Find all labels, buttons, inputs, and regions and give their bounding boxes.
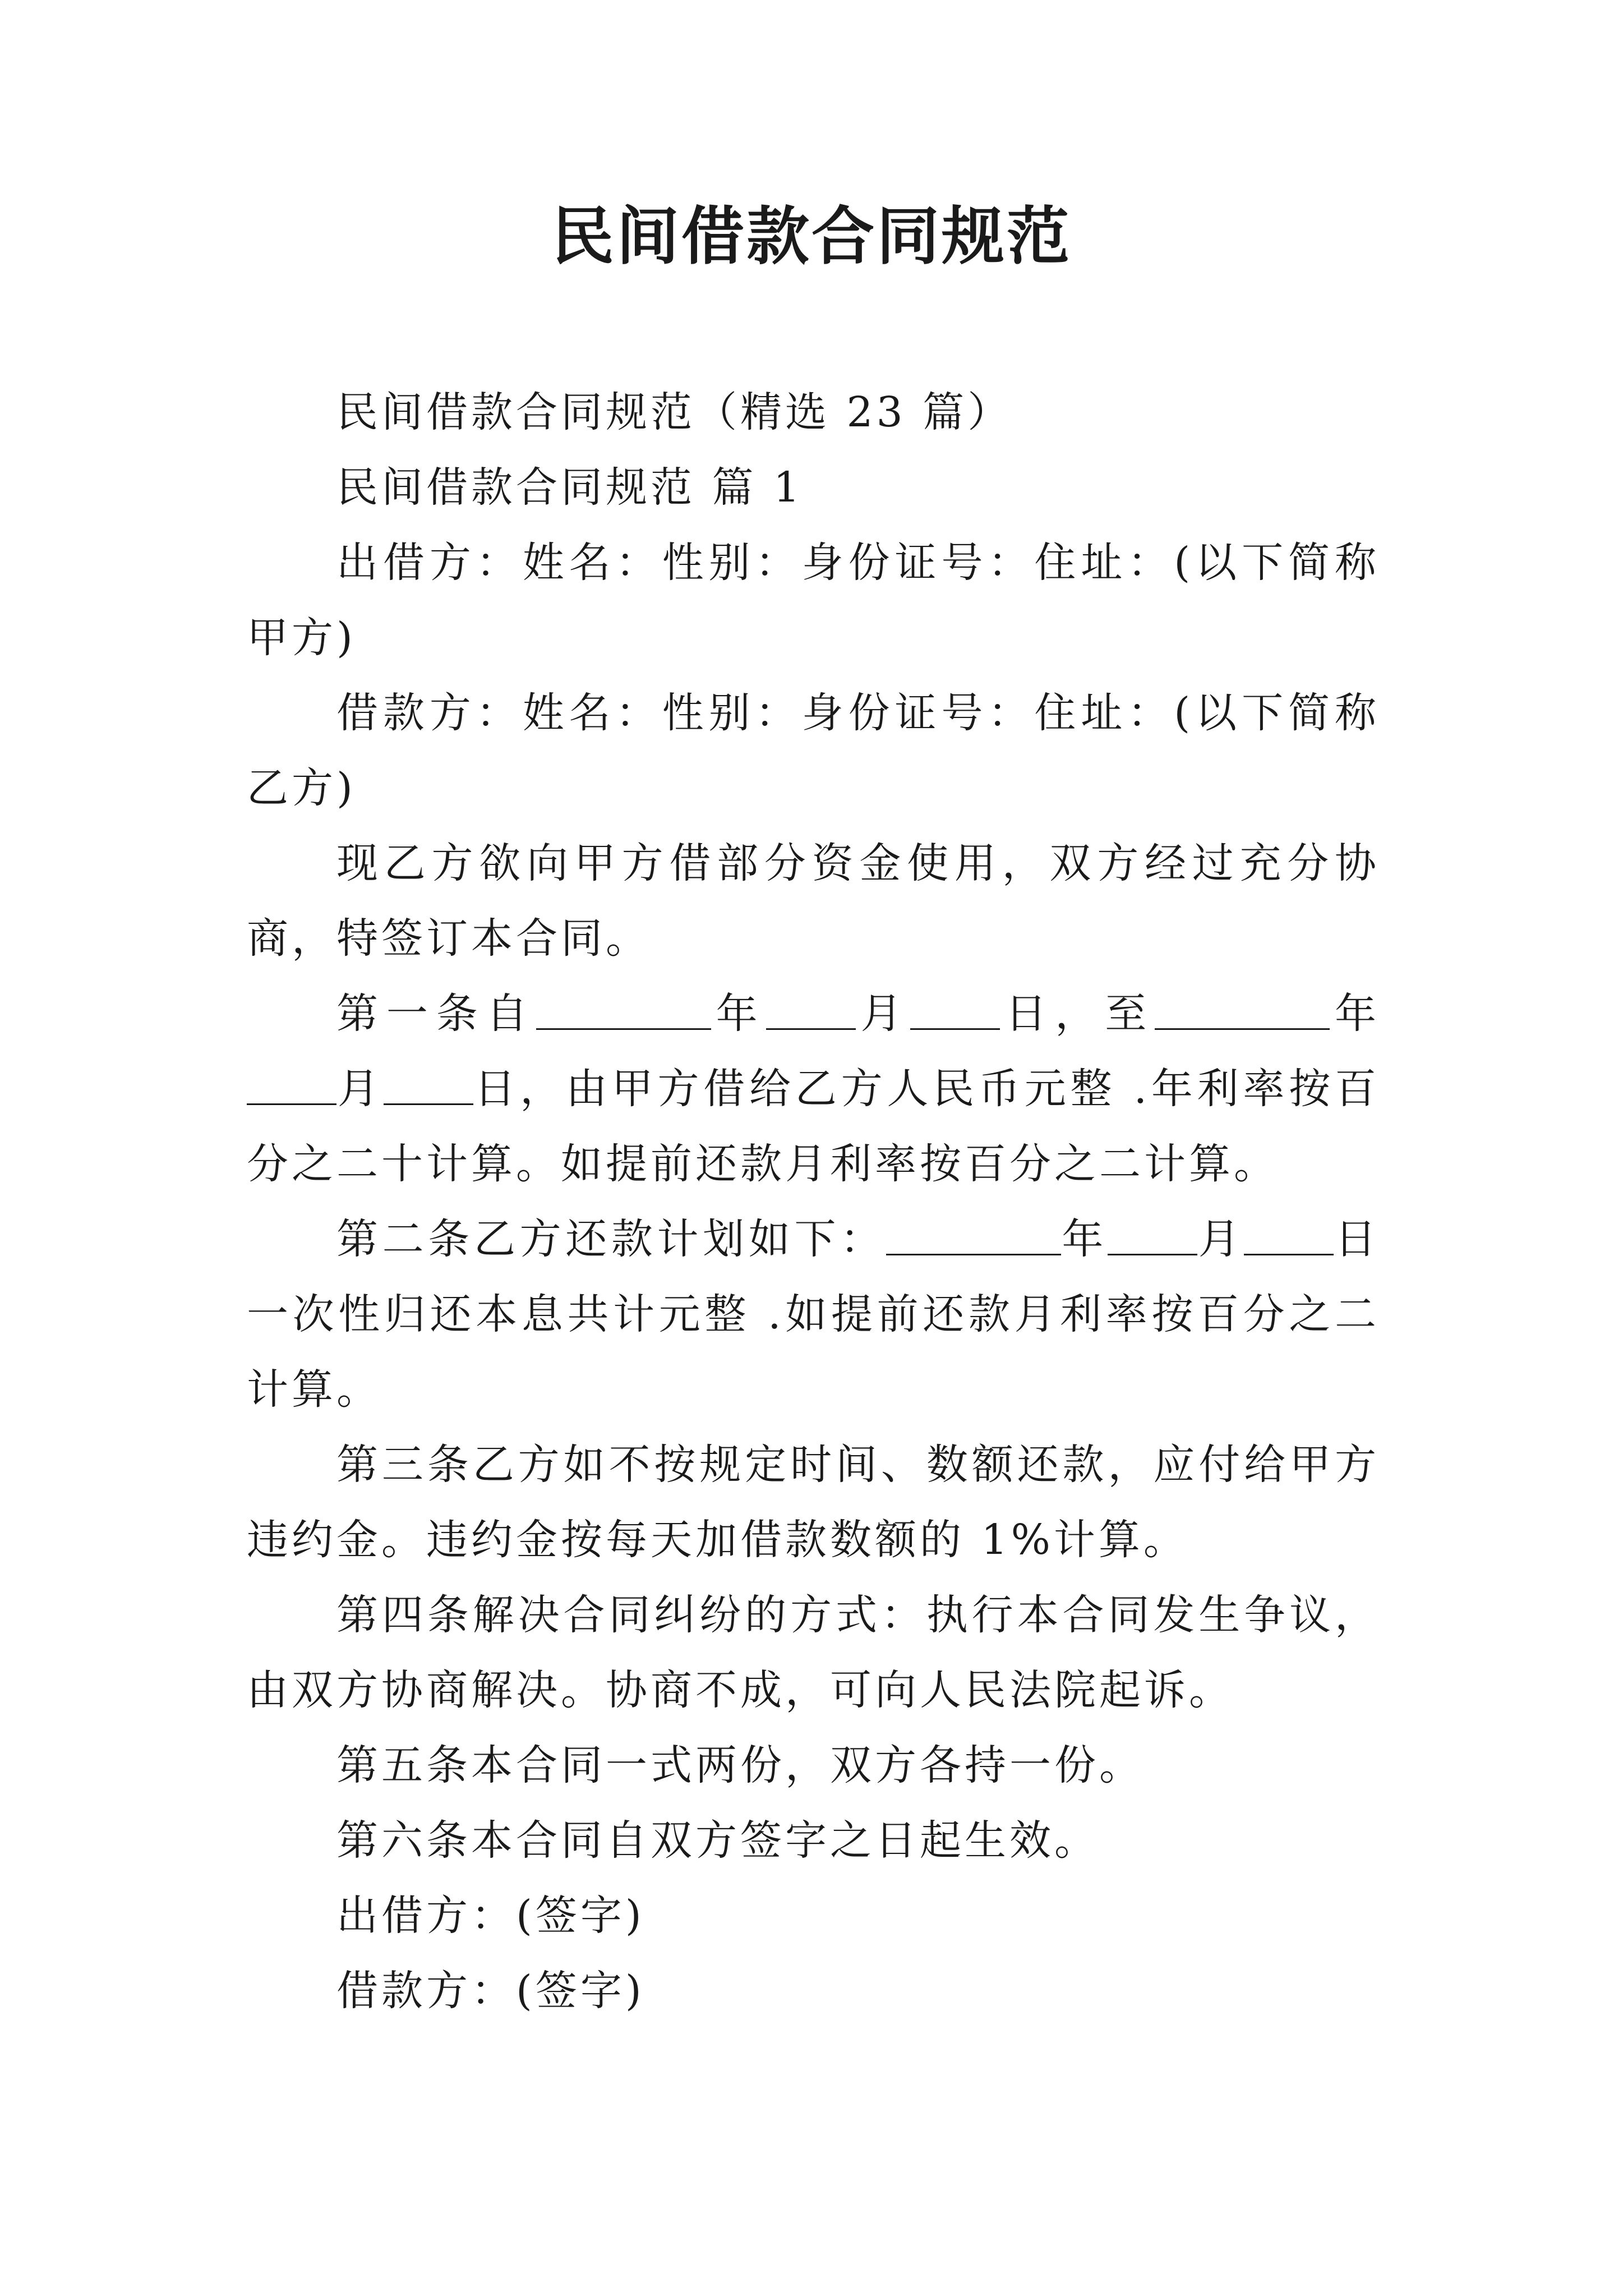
document-title: 民间借款合同规范 <box>551 200 1072 273</box>
borrower-signature: 借款方：(签字) <box>336 1967 645 2015</box>
article-4: 第四条解决合同纠纷的方式：执行本合同发生争议，由双方协商解决。协商不成，可向人民法院起诉。 <box>247 1591 1380 1714</box>
subtitle-line: 民间借款合同规范（精选 23 篇） <box>336 388 1013 436</box>
article-6: 第六条本合同自双方签字之日起生效。 <box>336 1816 1099 1865</box>
blank-line <box>766 995 856 1030</box>
section-heading: 民间借款合同规范 篇 1 <box>336 463 804 512</box>
preamble: 现乙方欲向甲方借部分资金使用，双方经过充分协商，特签订本合同。 <box>247 839 1380 963</box>
article-5: 第五条本合同一式两份，双方各持一份。 <box>336 1741 1144 1789</box>
blank-line <box>536 995 711 1030</box>
blank-line <box>1155 995 1330 1030</box>
article-1: 第一条自 年 月 日，至 年月 日，由甲方借给乙方人民币元整 .年利率按百分之二十计算。如提前还款月利率按百分之二计算。 <box>247 990 1380 1188</box>
blank-line <box>247 1070 336 1105</box>
document-body <box>247 375 1380 2028</box>
article-3: 第三条乙方如不按规定时间、数额还款，应付给甲方违约金。违约金按每天加借款数额的 1%计算。 <box>247 1441 1380 1564</box>
lender-info: 出借方：姓名：性别：身份证号：住址：(以下简称甲方) <box>247 539 1380 662</box>
lender-signature: 出借方：(签字) <box>336 1892 645 1940</box>
blank-line <box>1244 1220 1334 1255</box>
blank-line <box>1108 1220 1197 1255</box>
blank-line <box>886 1220 1061 1255</box>
article-2: 第二条乙方还款计划如下： 年 月 日一次性归还本息共计元整 .如提前还款月利率按百分之二计算。 <box>247 1215 1380 1414</box>
blank-line <box>910 995 1000 1030</box>
borrower-info: 借款方：姓名：性别：身份证号：住址：(以下简称乙方) <box>247 689 1380 812</box>
blank-line <box>384 1070 473 1105</box>
